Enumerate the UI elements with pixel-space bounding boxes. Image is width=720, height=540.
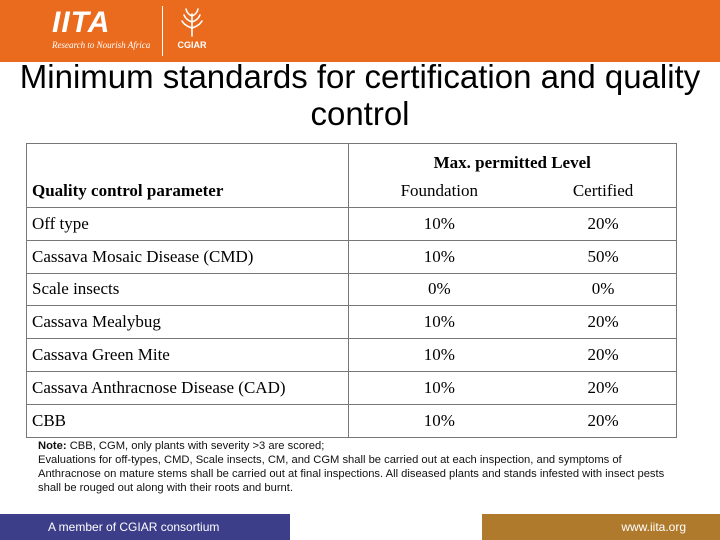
certified-column-header: Certified <box>572 181 634 201</box>
table-row <box>27 207 676 240</box>
certified-cell: 20% <box>530 207 676 240</box>
cgiar-logo <box>170 6 214 50</box>
table-row <box>27 404 676 437</box>
footer-bar <box>0 514 720 540</box>
param-cell: Off type <box>27 207 348 240</box>
foundation-cell: 10% <box>348 339 530 372</box>
certified-cell: 50% <box>530 240 676 273</box>
note-label: Note: <box>38 440 67 452</box>
footer-left-band <box>0 514 290 540</box>
iita-logo-mark: IITA <box>52 6 111 39</box>
certified-cell: 20% <box>530 371 676 404</box>
param-cell: CBB <box>27 404 348 437</box>
certified-cell: 0% <box>530 273 676 306</box>
foundation-cell: 10% <box>348 371 530 404</box>
table-row <box>27 240 676 273</box>
iita-logo-tagline: Research to Nourish Africa <box>52 40 151 50</box>
param-column-header: Quality control parameter <box>27 176 348 208</box>
iita-logo <box>52 8 150 50</box>
header-band <box>0 0 720 62</box>
max-level-header: Max. permitted Level <box>433 152 591 172</box>
param-cell: Cassava Mealybug <box>27 306 348 339</box>
footer-right-band <box>482 514 720 540</box>
table-corner <box>27 144 348 176</box>
param-cell: Cassava Green Mite <box>27 339 348 372</box>
foundation-cell: 10% <box>348 240 530 273</box>
cgiar-logo-text: CGIAR <box>177 40 207 50</box>
table-row <box>27 371 676 404</box>
foundation-cell: 10% <box>348 207 530 240</box>
param-cell: Cassava Anthracnose Disease (CAD) <box>27 371 348 404</box>
certified-cell: 20% <box>530 306 676 339</box>
foundation-cell: 10% <box>348 306 530 339</box>
foundation-column-header: Foundation <box>400 181 479 201</box>
note-line-1: CBB, CGM, only plants with severity >3 are scored; <box>66 440 325 452</box>
member-text: A member of CGIAR consortium <box>48 520 220 534</box>
footnote <box>38 439 678 495</box>
certified-cell: 20% <box>530 339 676 372</box>
page-title: Minimum standards for certification and quality control <box>19 58 701 132</box>
wheat-icon <box>177 6 207 38</box>
table-row <box>27 306 676 339</box>
certified-cell: 20% <box>530 404 676 437</box>
website-link[interactable]: www.iita.org <box>621 520 686 534</box>
param-cell: Cassava Mosaic Disease (CMD) <box>27 240 348 273</box>
standards-table <box>26 143 677 438</box>
note-line-2: Evaluations for off-types, CMD, Scale insects, CM, and CGM shall be carried out at each inspection, and symptoms of Anthracnose on mature stems shall be carried out at final inspections. All diseased plants and stands infested with insect pests shall be rouged out along with their roots and burnt. <box>38 454 665 494</box>
table-row <box>27 273 676 306</box>
logo-divider <box>162 6 163 56</box>
foundation-cell: 10% <box>348 404 530 437</box>
table-row <box>27 339 676 372</box>
footer-middle-band <box>290 514 482 540</box>
foundation-cell: 0% <box>348 273 530 306</box>
param-cell: Scale insects <box>27 273 348 306</box>
